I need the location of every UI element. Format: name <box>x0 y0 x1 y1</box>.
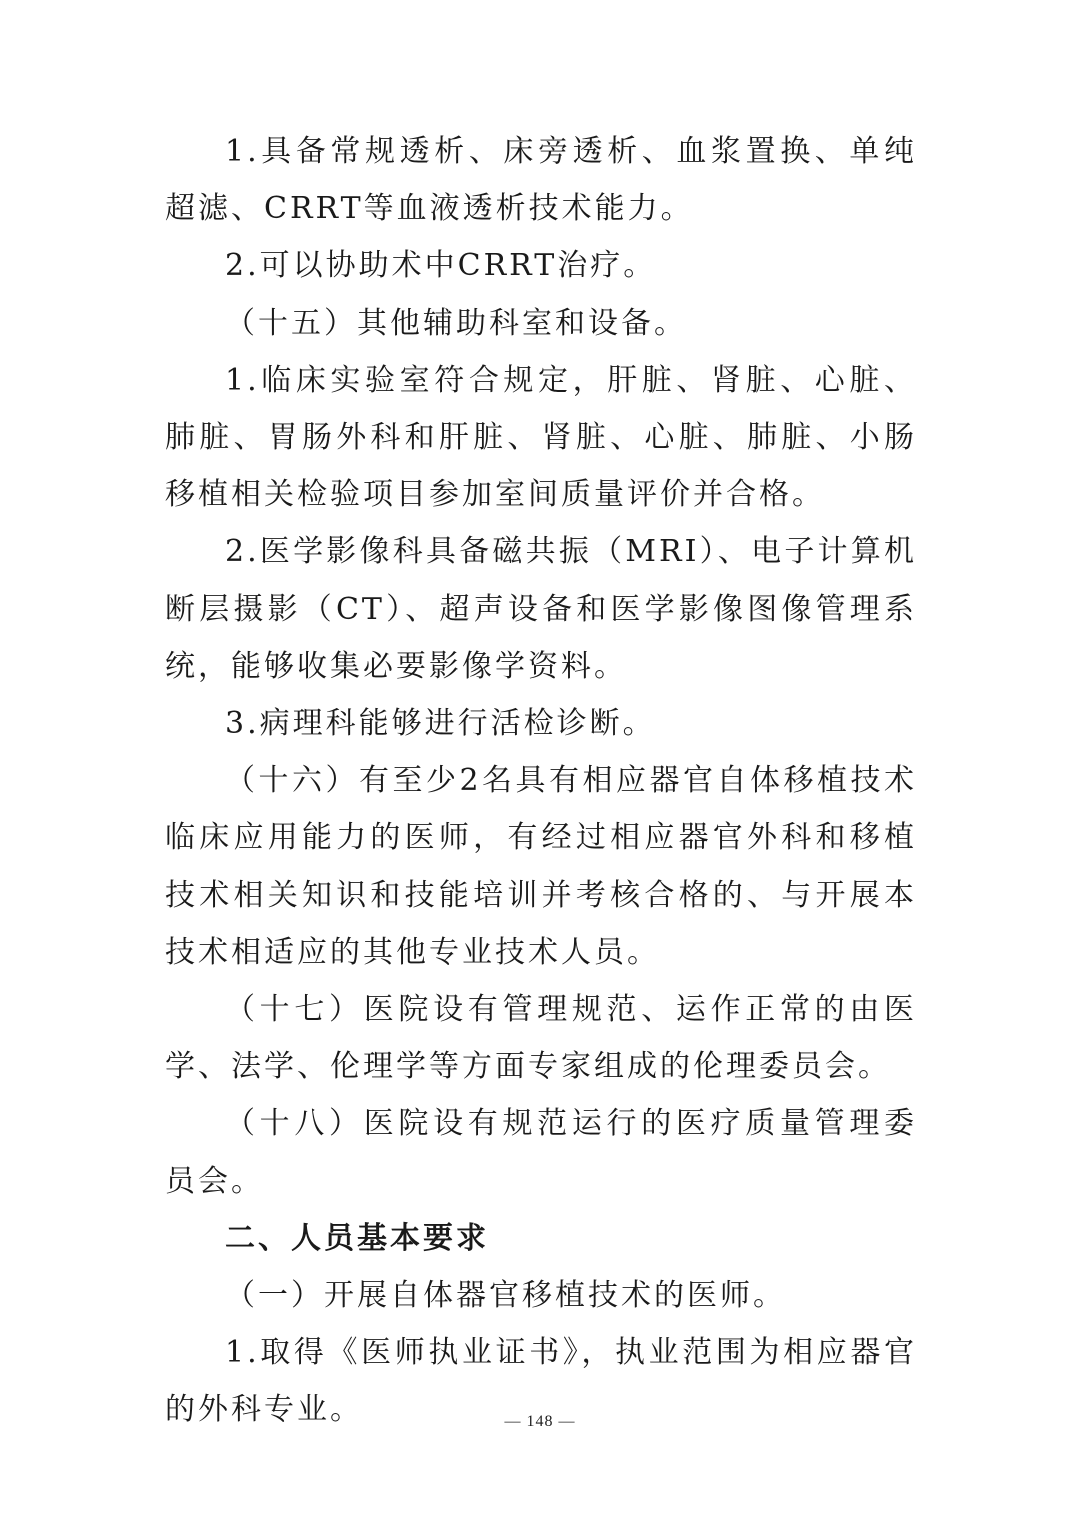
page-number: — 148 — <box>504 1413 576 1430</box>
body-text <box>165 123 917 1439</box>
paragraph-dialysis-capability: 1.具备常规透析、床旁透析、血浆置换、单纯超滤、CRRT等血液透析技术能力。 <box>165 134 917 227</box>
paragraph-pathology: 3.病理科能够进行活检诊断。 <box>225 706 656 742</box>
paragraph-section-16: （十六）有至少2名具有相应器官自体移植技术临床应用能力的医师，有经过相应器官外科和移植技术相关知识和技能培训并考核合格的、与开展本技术相适应的其他专业技术人员。 <box>165 763 917 970</box>
paragraph-personnel-1: （一）开展自体器官移植技术的医师。 <box>225 1278 786 1314</box>
paragraph-clinical-laboratory: 1.临床实验室符合规定，肝脏、肾脏、心脏、肺脏、胃肠外科和肝脏、肾脏、心脏、肺脏、小肠移植相关检验项目参加室间质量评价并合格。 <box>165 362 917 513</box>
paragraph-section-18: （十八）医院设有规范运行的医疗质量管理委员会。 <box>165 1106 917 1199</box>
paragraph-physician-license: 1.取得《医师执业证书》，执业范围为相应器官的外科专业。 <box>165 1335 917 1428</box>
paragraph-medical-imaging: 2.医学影像科具备磁共振（MRI）、电子计算机断层摄影（CT）、超声设备和医学影像图像管理系统，能够收集必要影像学资料。 <box>165 534 917 684</box>
paragraph-intraop-crrt: 2.可以协助术中CRRT治疗。 <box>225 248 657 284</box>
paragraph-section-17: （十七）医院设有管理规范、运作正常的由医学、法学、伦理学等方面专家组成的伦理委员会。 <box>165 992 917 1085</box>
section-heading-personnel: 二、人员基本要求 <box>225 1220 489 1256</box>
paragraph-section-15: （十五）其他辅助科室和设备。 <box>225 305 687 341</box>
